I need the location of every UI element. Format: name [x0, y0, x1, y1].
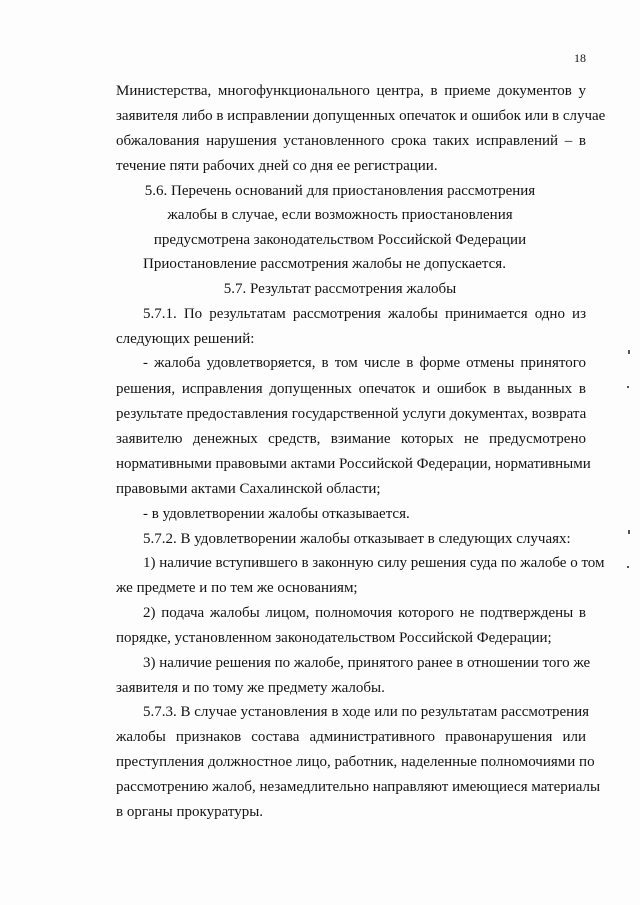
scan-mark: [627, 566, 629, 568]
text-line: обжалования нарушения установленного срока таких исправлений – в: [116, 133, 586, 149]
text-line: следующих решений:: [116, 331, 255, 347]
section-heading: предусмотрена законодательством Российской Федерации: [153, 232, 527, 248]
scan-mark: [628, 350, 630, 354]
text-line: заявителю денежных средств, взимание которых не предусмотрено: [116, 431, 586, 447]
scan-mark: [628, 530, 630, 534]
text-line: 5.7.2. В удовлетворении жалобы отказывает в следующих случаях:: [143, 531, 571, 547]
text-line: 3) наличие решения по жалобе, принятого ранее в отношении того же: [143, 655, 591, 671]
text-line: - жалоба удовлетворяется, в том числе в форме отмены принятого: [143, 355, 586, 371]
text-line: течение пяти рабочих дней со дня ее регистрации.: [116, 158, 438, 174]
text-line: - в удовлетворении жалобы отказывается.: [143, 506, 410, 522]
text-line: в органы прокуратуры.: [116, 804, 264, 820]
page-number: 18: [574, 51, 586, 65]
text-line: преступления должностное лицо, работник, наделенные полномочиями по: [116, 754, 595, 770]
text-line: Приостановление рассмотрения жалобы не допускается.: [143, 256, 506, 272]
text-line: Министерства, многофункционального центра, в приеме документов у: [116, 83, 586, 99]
text-line: правовыми актами Сахалинской области;: [116, 481, 381, 497]
text-line: 1) наличие вступившего в законную силу решения суда по жалобе о том: [143, 555, 605, 571]
text-line: результате предоставления государственной услуги документах, возврата: [116, 406, 587, 422]
text-line: же предмете и по тем же основаниям;: [116, 580, 358, 596]
text-line: нормативными правовыми актами Российской Федерации, нормативными: [116, 456, 591, 472]
text-line: 5.7.1. По результатам рассмотрения жалобы принимается одно из: [143, 306, 586, 322]
text-line: жалобы признаков состава административного правонарушения или: [116, 729, 586, 745]
text-line: заявителя либо в исправлении допущенных опечаток и ошибок или в случае: [116, 108, 606, 124]
text-line: 2) подача жалобы лицом, полномочия которого не подтверждены в: [143, 605, 586, 621]
text-line: порядке, установленном законодательством Российской Федерации;: [116, 630, 552, 646]
section-heading: 5.6. Перечень оснований для приостановления рассмотрения: [144, 183, 536, 199]
scan-mark: [627, 386, 629, 388]
text-line: заявителя и по тому же предмету жалобы.: [116, 680, 385, 696]
section-heading: жалобы в случае, если возможность приостановления: [167, 207, 513, 223]
text-line: рассмотрению жалоб, незамедлительно направляют имеющиеся материалы: [116, 779, 601, 795]
text-line: 5.7.3. В случае установления в ходе или по результатам рассмотрения: [143, 704, 590, 720]
section-heading: 5.7. Результат рассмотрения жалобы: [223, 281, 457, 297]
text-line: решения, исправления допущенных опечаток и ошибок в выданных в: [116, 381, 586, 397]
